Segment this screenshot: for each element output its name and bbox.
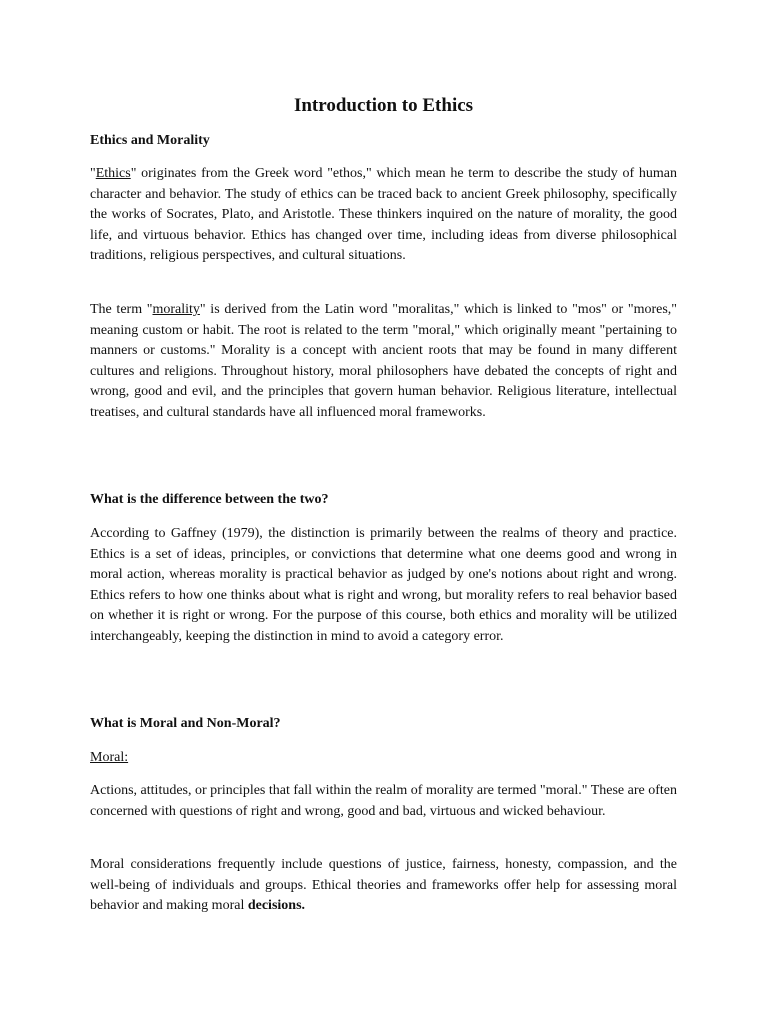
- paragraph-text: " originates from the Greek word "ethos," which mean he term to describe the study of human character and behavior. The study of ethics can be traced back to ancient Greek philosophy, specifically the works of Socrates, Plato, and Aristotle. These thinkers inquired on the nature of morality, the good life, and virtuous behavior. Ethics has changed over time, including ideas from diverse philosophical traditions, religious perspectives, and cultural situations.: [90, 166, 677, 263]
- paragraph-text: Moral considerations frequently include questions of justice, fairness, honesty, compassion, and the well-being of individuals and groups. Ethical theories and frameworks offer help for assessing moral behavior and making moral: [90, 857, 677, 913]
- section-heading-difference: What is the difference between the two?: [90, 492, 329, 507]
- term-ethics: Ethics: [95, 166, 131, 181]
- paragraph-ethics-origin: [90, 164, 677, 267]
- paragraph-moral-definition: Actions, attitudes, or principles that fall within the realm of morality are termed "moral." These are often concerned with questions of right and wrong, good and bad, virtuous and wicked behaviour.: [90, 783, 677, 819]
- term-morality: morality: [152, 302, 200, 317]
- section-heading-moral-non-moral: What is Moral and Non-Moral?: [90, 716, 281, 731]
- paragraph-lead: The term ": [90, 302, 153, 317]
- paragraph-text: " is derived from the Latin word "moralitas," which is linked to "mos" or "mores," meaning custom or habit. The root is related to the term "moral," which originally meant "pertaining to manners or customs." Morality is a concept with ancient roots that may be found in many different cultures and religions. Throughout history, moral philosophers have debated the concepts of right and wrong, good and evil, and the principles that govern human behavior. Religious literature, intellectual treatises, and cultural standards have all influenced moral frameworks.: [90, 302, 678, 420]
- paragraph-morality-origin: [90, 300, 677, 423]
- paragraph-difference: According to Gaffney (1979), the distinction is primarily between the realms of theory and practice. Ethics is a set of ideas, principles, or convictions that determine what one deems good and wrong in moral action, whereas morality is practical behavior as judged by one's notions about right and wrong. Ethics refers to how one thinks about what is right and wrong, but morality refers to real behavior based on whether it is right or wrong. For the purpose of this course, both ethics and morality will be utilized interchangeably, keeping the distinction in mind to avoid a category error.: [90, 526, 677, 644]
- quote-mark: ": [90, 166, 96, 181]
- page-title: Introduction to Ethics: [293, 95, 474, 116]
- section-heading-ethics-and-morality: Ethics and Morality: [90, 133, 210, 148]
- subheading-moral: Moral:: [90, 750, 129, 765]
- bold-word-decisions: decisions.: [247, 898, 306, 913]
- paragraph-moral-considerations: [90, 855, 677, 917]
